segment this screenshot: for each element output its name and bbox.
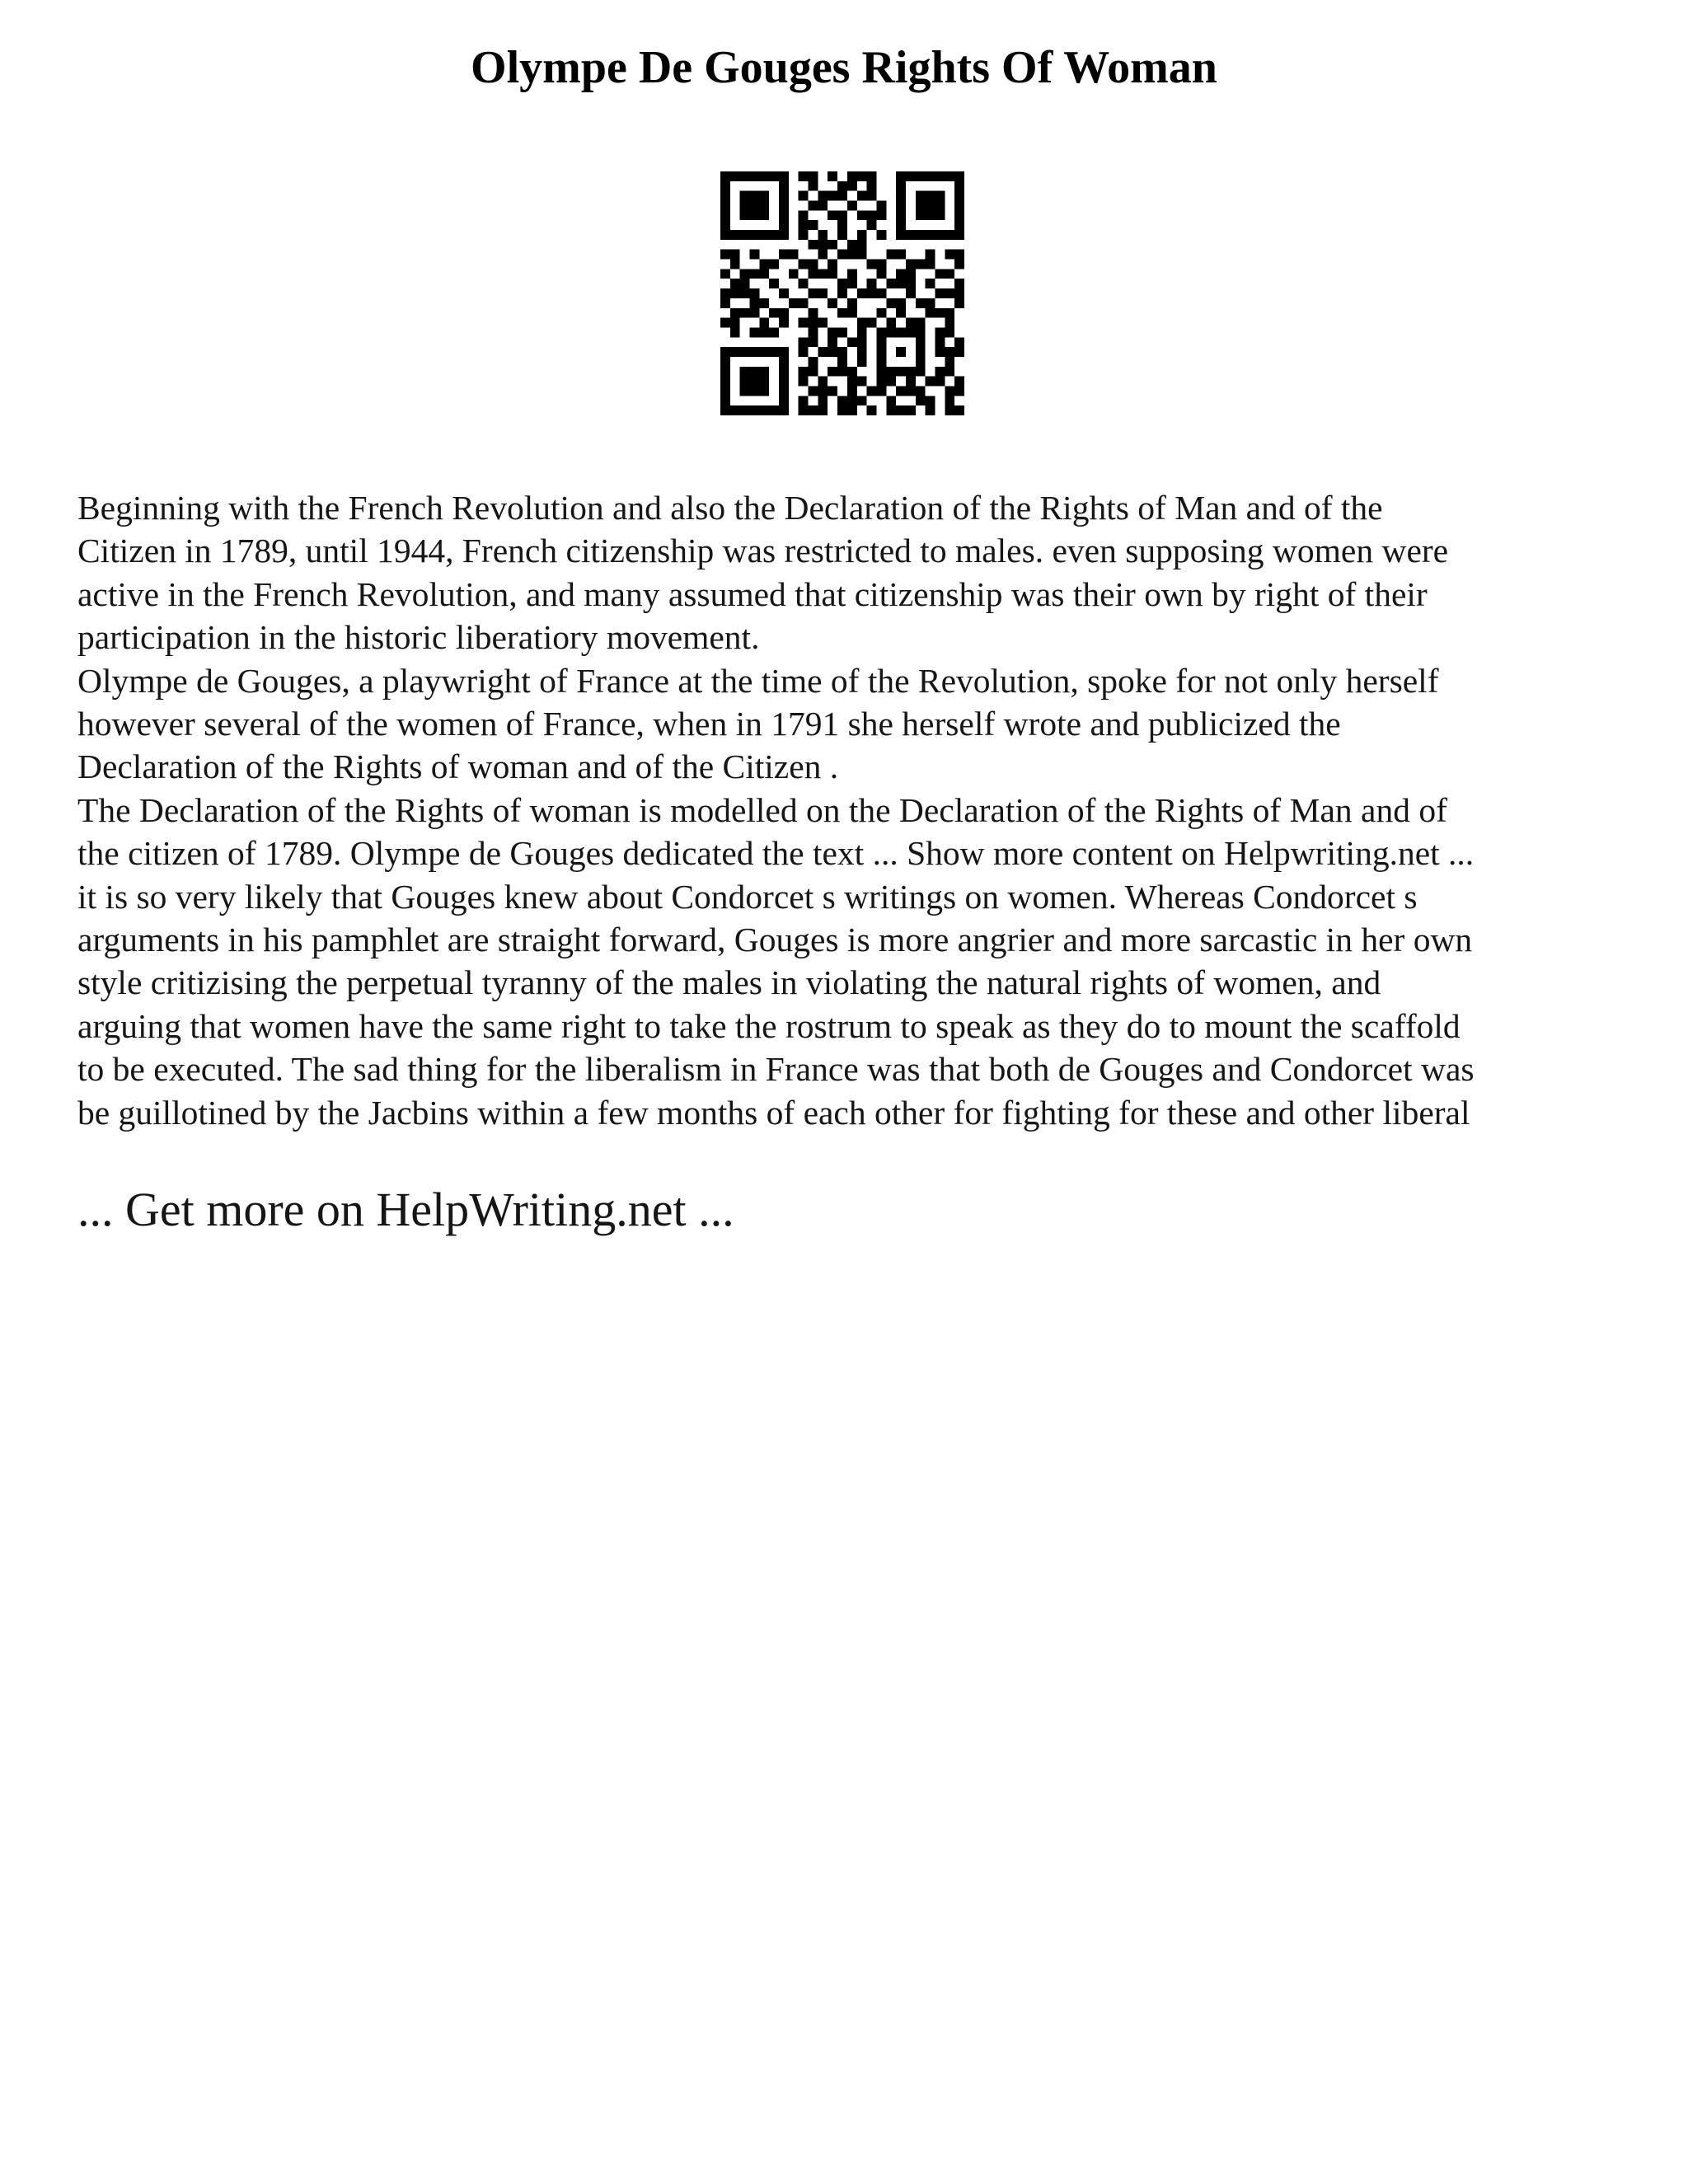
body-line: active in the French Revolution, and many assumed that citizenship was their own by right of their [77, 574, 1428, 613]
body-line: style critizising the perpetual tyranny of the males in violating the natural rights of women, and [77, 963, 1381, 1002]
body-line: The Declaration of the Rights of woman is modelled on the Declaration of the Rights of Man and of [77, 790, 1447, 829]
article-body [77, 486, 1627, 1134]
body-line: Olympe de Gouges, a playwright of France at the time of the Revolution, spoke for not only herself [77, 661, 1439, 700]
body-line: however several of the women of France, when in 1791 she herself wrote and publicized the [77, 705, 1341, 743]
body-line: arguing that women have the same right to take the rostrum to speak as they do to mount the scaffold [77, 1006, 1461, 1045]
body-line: arguments in his pamphlet are straight forward, Gouges is more angrier and more sarcastic in her own [77, 921, 1473, 959]
page-title: Olympe De Gouges Rights Of Woman [471, 42, 1217, 93]
body-line: Beginning with the French Revolution and also the Declaration of the Rights of Man and of the [77, 489, 1383, 527]
body-line: the citizen of 1789. Olympe de Gouges dedicated the text ... Show more content on Helpwriting.net ... [77, 834, 1475, 873]
body-line: be guillotined by the Jacbins within a few months of each other for fighting for these and other liberal [77, 1093, 1470, 1132]
body-line: it is so very likely that Gouges knew about Condorcet s writings on women. Whereas Condorcet s [77, 877, 1418, 916]
body-line: Citizen in 1789, until 1944, French citizenship was restricted to males. even supposing women were [77, 532, 1449, 570]
body-line: participation in the historic liberatiory movement. [77, 618, 760, 657]
get-more-link[interactable]: ... Get more on HelpWriting.net ... [77, 1183, 734, 1236]
body-line: to be executed. The sad thing for the liberalism in France was that both de Gouges and Condorcet was [77, 1050, 1475, 1089]
body-line: Declaration of the Rights of woman and of the Citizen . [77, 748, 839, 786]
qr-code-icon [720, 171, 964, 415]
